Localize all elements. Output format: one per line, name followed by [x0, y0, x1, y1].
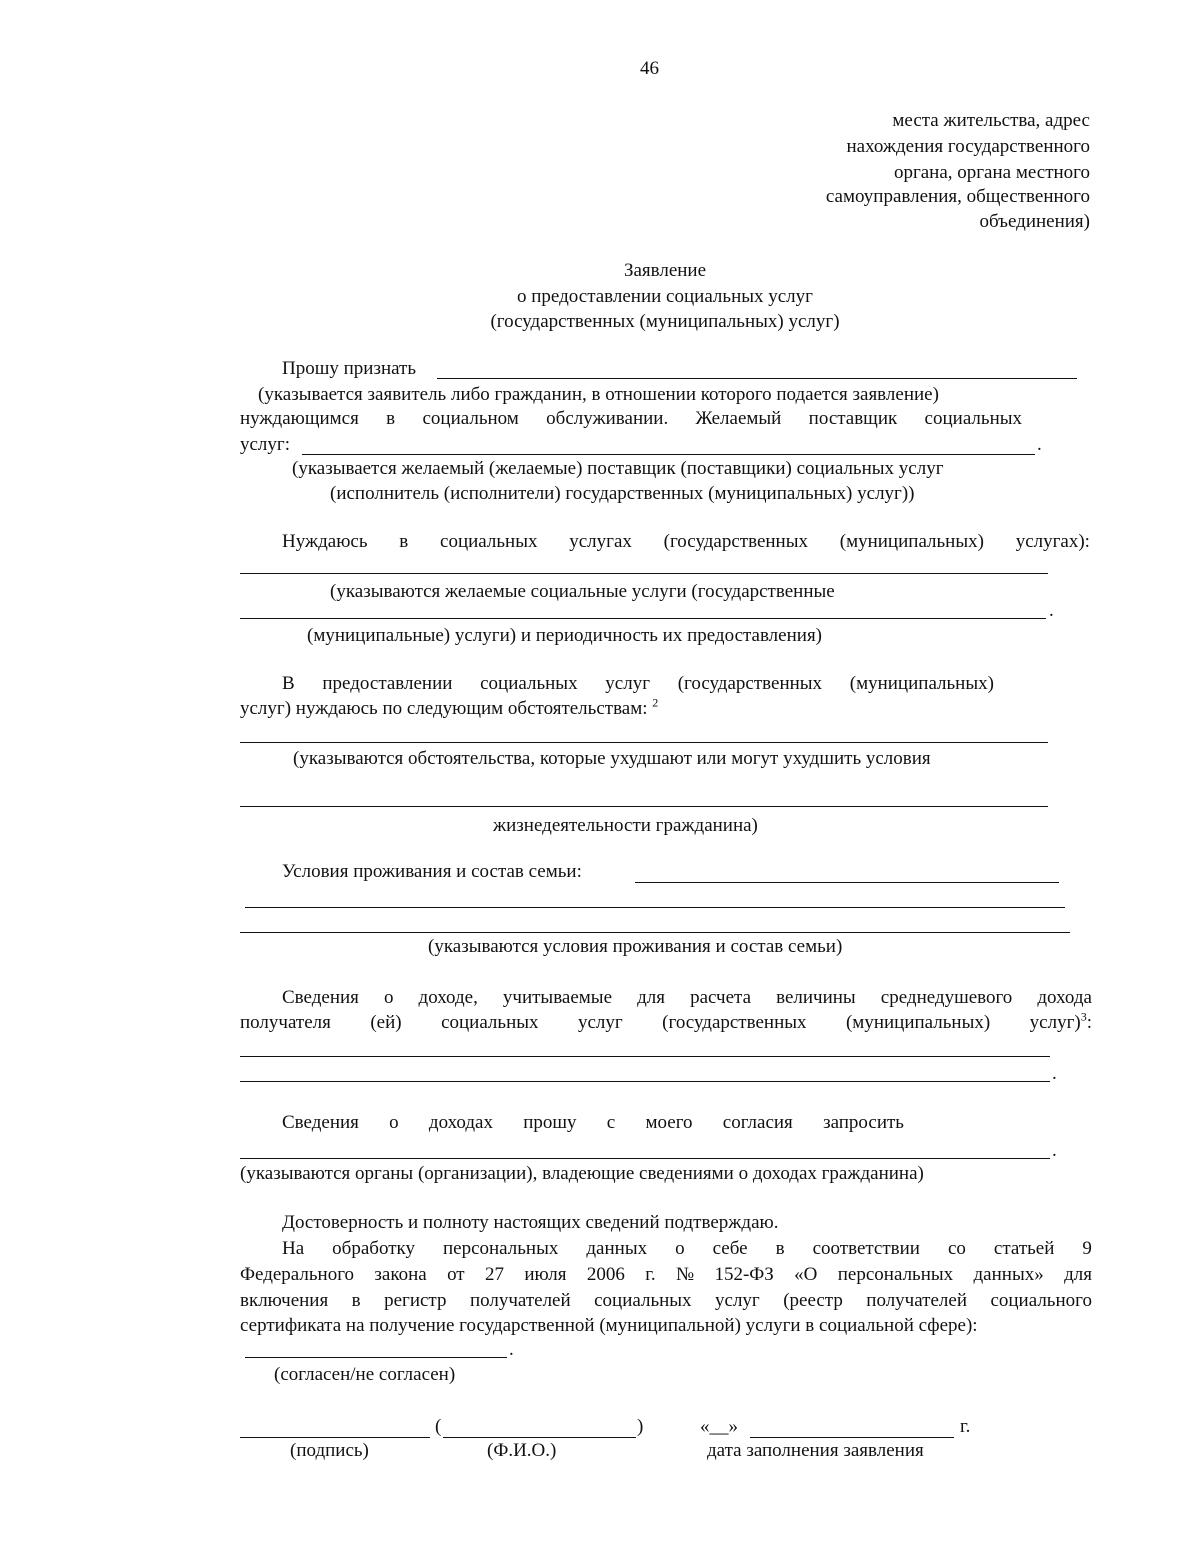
needs-line: Нуждаюсь в социальных услугах (государственных (муниципальных) услугах):	[282, 531, 1090, 552]
income-line: Сведения о доходе, учитываемые для расчета величины среднедушевого дохода	[282, 987, 1092, 1008]
needs-hint: (муниципальные) услуги) и периодичность их предоставления)	[307, 625, 823, 646]
request-hint: (указывается заявитель либо гражданин, в отношении которого подается заявление)	[258, 384, 939, 405]
title-line: о предоставлении социальных услуг	[517, 286, 813, 307]
title-line: Заявление	[623, 260, 707, 281]
fio-line	[443, 1437, 636, 1438]
circumstances-line: В предоставлении социальных услуг (государственных (муниципальных)	[282, 673, 994, 694]
address-line: нахождения государственного	[846, 136, 1090, 157]
provider-hint: (указывается желаемый (желаемые) поставщик (поставщики) социальных услуг	[292, 458, 944, 479]
request-line: нуждающимся в социальном обслуживании. Желаемый поставщик социальных	[240, 408, 1022, 429]
income-line-blank	[240, 1056, 1050, 1057]
page-number: 46	[640, 58, 659, 79]
living-line	[635, 882, 1059, 883]
circumstances-line-blank	[240, 742, 1048, 743]
income-line-blank	[240, 1081, 1050, 1082]
living-line	[240, 932, 1070, 933]
provider-label: услуг:	[240, 434, 290, 455]
living-line	[245, 907, 1065, 908]
address-line: места жительства, адрес	[892, 110, 1090, 131]
consent-line: сертификата на получение государственной (муниципальной) услуги в социальной сфере):	[240, 1315, 978, 1336]
request-label: Прошу признать	[282, 358, 417, 379]
year-suffix: г.	[960, 1416, 971, 1437]
consent-hint: (согласен/не согласен)	[274, 1364, 456, 1385]
address-line: самоуправления, общественного	[825, 186, 1090, 207]
period: .	[1049, 600, 1054, 621]
date-line	[750, 1437, 954, 1438]
provider-line	[302, 454, 1035, 455]
fio-label: (Ф.И.О.)	[487, 1440, 557, 1461]
income-line: получателя (ей) социальных услуг (государственных (муниципальных) услуг)$^3$:	[240, 1009, 1092, 1033]
consent-line: Федерального закона от 27 июля 2006 г. № 152-ФЗ «О персональных данных» для	[240, 1264, 1092, 1285]
applicant-line	[437, 378, 1077, 379]
date-quote: «__»	[700, 1416, 738, 1437]
confirm-text: Достоверность и полноту настоящих сведений подтверждаю.	[282, 1212, 779, 1233]
living-label: Условия проживания и состав семьи:	[282, 861, 582, 882]
income-request-line: Сведения о доходах прошу с моего согласия запросить	[282, 1112, 904, 1133]
date-label: дата заполнения заявления	[707, 1440, 924, 1461]
signature-line	[240, 1437, 430, 1438]
address-line: органа, органа местного	[893, 162, 1090, 183]
income-request-hint: (указываются органы (организации), владеющие сведениями о доходах гражданина)	[240, 1163, 924, 1184]
provider-hint: (исполнитель (исполнители) государственных (муниципальных) услуг))	[330, 483, 915, 504]
consent-line: На обработку персональных данных о себе в соответствии со статьей 9	[282, 1238, 1092, 1259]
circumstances-line-blank	[240, 806, 1048, 807]
circumstances-hint: (указываются обстоятельства, которые ухудшают или могут ухудшить условия	[293, 748, 931, 769]
consent-answer-line	[245, 1357, 507, 1358]
fio-open-paren: (	[435, 1416, 442, 1437]
period: .	[1052, 1063, 1057, 1084]
consent-line: включения в регистр получателей социальных услуг (реестр получателей социального	[240, 1290, 1092, 1311]
period: .	[1037, 434, 1042, 455]
services-line	[240, 618, 1046, 619]
fio-close-paren: )	[637, 1416, 644, 1437]
circumstances-hint: жизнедеятельности гражданина)	[493, 815, 758, 836]
period: .	[1052, 1140, 1057, 1161]
period: .	[509, 1339, 514, 1360]
services-line	[240, 573, 1048, 574]
organizations-line	[240, 1158, 1050, 1159]
address-line: объединения)	[979, 211, 1090, 232]
signature-label: (подпись)	[290, 1440, 369, 1461]
title-line: (государственных (муниципальных) услуг)	[490, 311, 840, 332]
living-hint: (указываются условия проживания и состав семьи)	[428, 936, 843, 957]
circumstances-line: услуг) нуждаюсь по следующим обстоятельствам: $^2$	[240, 695, 659, 719]
needs-hint: (указываются желаемые социальные услуги (государственные	[330, 581, 835, 602]
